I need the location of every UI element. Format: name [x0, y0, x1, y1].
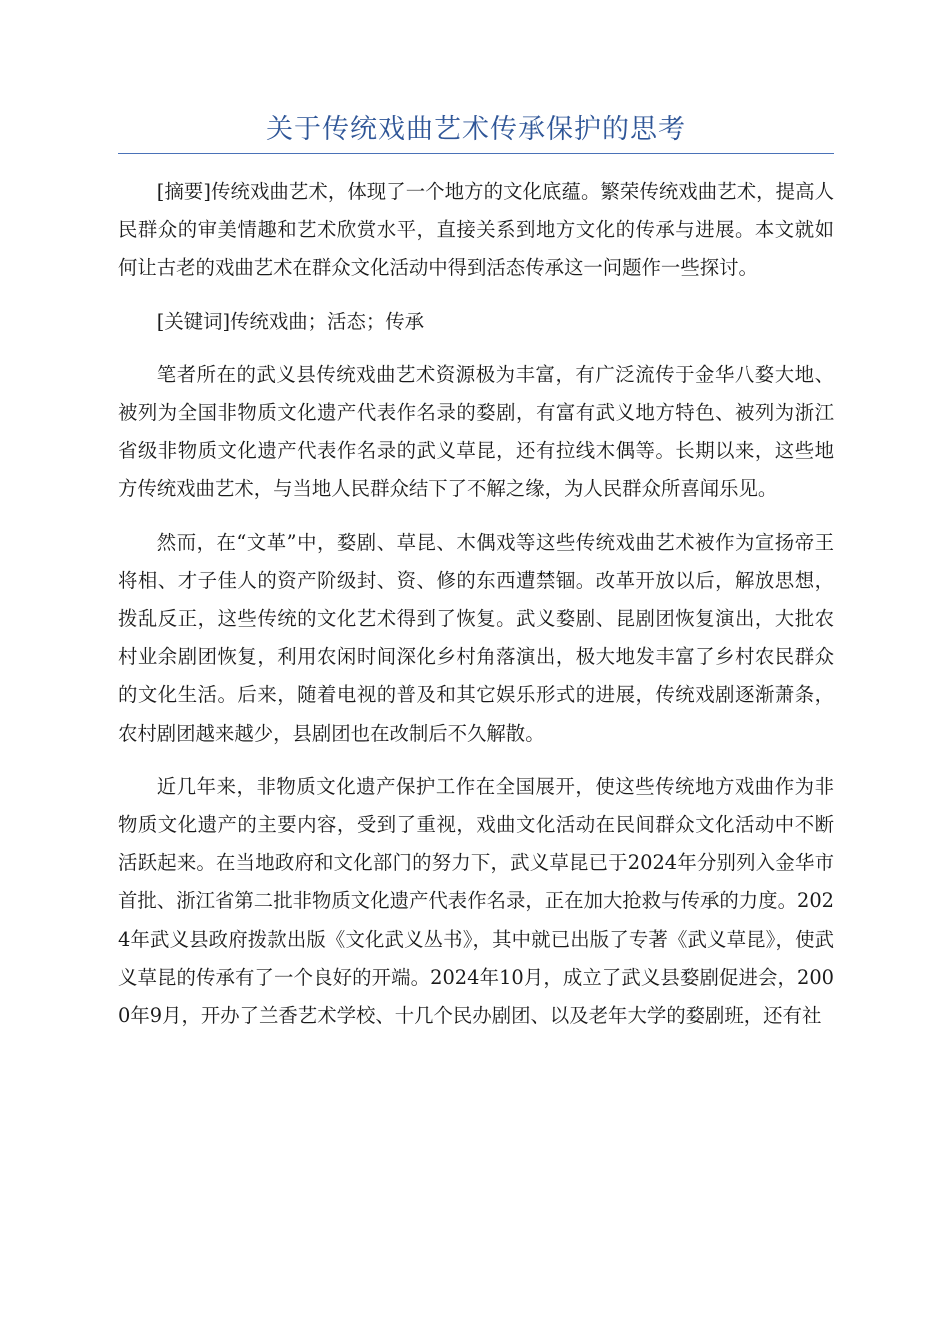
- body-paragraph-2: 然而，在“文革”中，婺剧、草昆、木偶戏等这些传统戏曲艺术被作为宣扬帝王将相、才子佳人的资产阶级封、资、修的东西遭禁锢。改革开放以后，解放思想，拨乱反正，这些传统的文化艺术得到了恢复。武义婺剧、昆剧团恢复演出，大批农村业余剧团恢复，利用农闲时间深化乡村角落演出，极大地发丰富了乡村农民群众的文化生活。后来，随着电视的普及和其它娱乐形式的进展，传统戏剧逐渐萧条，农村剧团越来越少，县剧团也在改制后不久解散。: [118, 530, 834, 745]
- document-title: 关于传统戏曲艺术传承保护的思考: [118, 110, 834, 154]
- abstract-paragraph: [摘要]传统戏曲艺术，体现了一个地方的文化底蕴。繁荣传统戏曲艺术，提高人民群众的审美情趣和艺术欣赏水平，直接关系到地方文化的传承与进展。本文就如何让古老的戏曲艺术在群众文化活动中得到活态传承这一问题作一些探讨。: [118, 180, 834, 280]
- keywords-paragraph: [关键词]传统戏曲；活态；传承: [156, 309, 425, 333]
- body-paragraph-1: 笔者所在的武义县传统戏曲艺术资源极为丰富，有广泛流传于金华八婺大地、被列为全国非物质文化遗产代表作名录的婺剧，有富有武义地方特色、被列为浙江省级非物质文化遗产代表作名录的武义草昆，还有拉线木偶等。长期以来，这些地方传统戏曲艺术，与当地人民群众结下了不解之缘，为人民群众所喜闻乐见。: [118, 362, 834, 501]
- body-paragraph-3: 近几年来，非物质文化遗产保护工作在全国展开，使这些传统地方戏曲作为非物质文化遗产的主要内容，受到了重视，戏曲文化活动在民间群众文化活动中不断活跃起来。在当地政府和文化部门的努力下，武义草昆已于2024年分别列入金华市首批、浙江省第二批非物质文化遗产代表作名录，正在加大抢救与传承的力度。2024年武义县政府拨款出版《文化武义丛书》，其中就已出版了专著《武义草昆》，使武义草昆的传承有了一个良好的开端。2024年10月，成立了武义县婺剧促进会，2000年9月，开办了兰香艺术学校、十几个民办剧团、以及老年大学的婺剧班，还有社: [118, 774, 834, 1028]
- document-page: [118, 110, 834, 1035]
